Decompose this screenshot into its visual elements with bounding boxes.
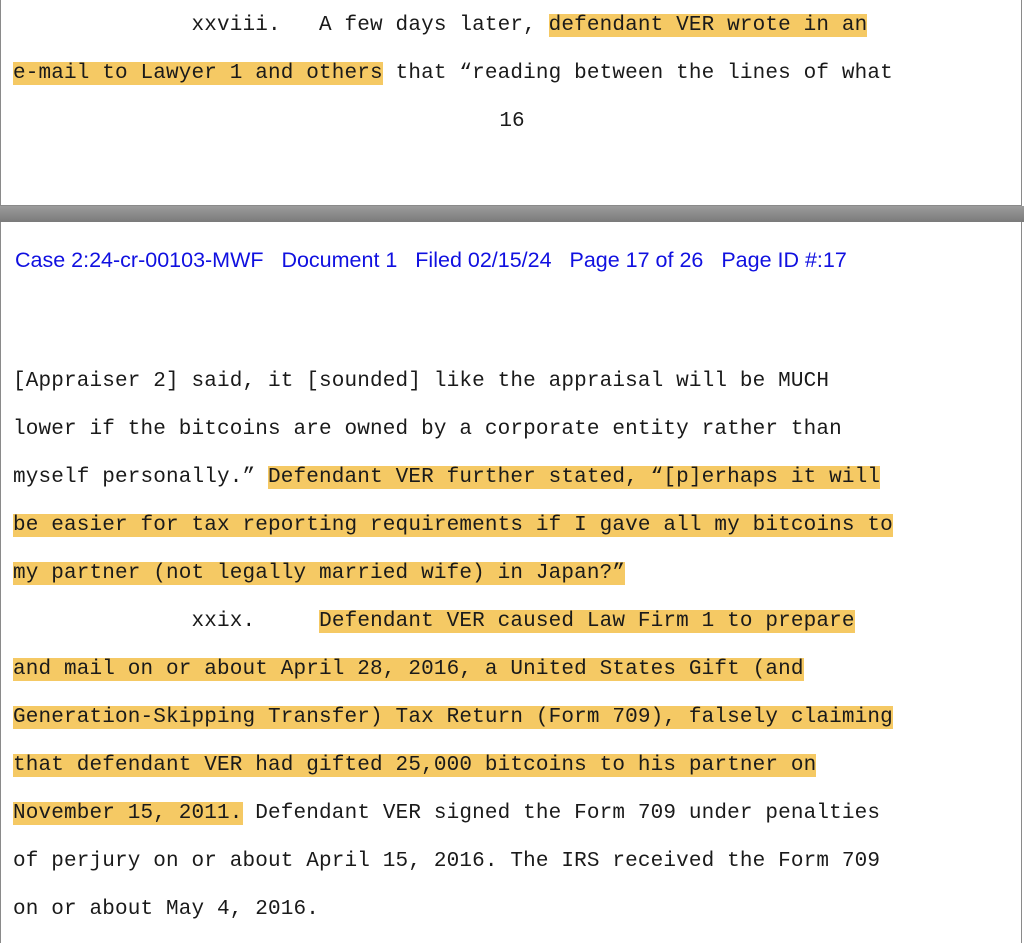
highlighted-text: e-mail to Lawyer 1 and others	[13, 62, 383, 85]
highlighted-text: Generation-Skipping Transfer) Tax Return (Form 709), falsely claiming	[13, 706, 893, 729]
highlighted-text: be easier for tax reporting requirements if I gave all my bitcoins to	[13, 514, 893, 537]
document-number: Document 1	[281, 248, 398, 272]
text-segment: myself personally.”	[13, 466, 269, 489]
text-line	[13, 704, 893, 732]
highlighted-text: defendant VER wrote in an	[548, 14, 868, 37]
text-line	[13, 800, 880, 828]
text-segment: xxix.	[13, 610, 320, 633]
text-segment: that “reading between the lines of what	[382, 62, 893, 85]
document-page-17	[0, 222, 1022, 943]
case-number: Case 2:24-cr-00103-MWF	[15, 248, 264, 272]
text-line	[13, 464, 880, 492]
highlighted-text: November 15, 2011.	[13, 802, 243, 825]
text-line	[13, 608, 855, 636]
filed-date: Filed 02/15/24	[415, 248, 552, 272]
text-line: [Appraiser 2] said, it [sounded] like the appraisal will be MUCH	[13, 370, 830, 393]
page-number: 16	[499, 110, 525, 133]
highlighted-text: Defendant VER further stated, “[p]erhaps it will	[268, 466, 881, 489]
case-header	[15, 248, 847, 273]
text-line	[13, 12, 867, 40]
page-separator	[0, 206, 1024, 222]
text-line	[13, 560, 625, 588]
text-line	[13, 60, 893, 88]
text-line: of perjury on or about April 15, 2016. The IRS received the Form 709	[13, 850, 881, 873]
text-line: lower if the bitcoins are owned by a corporate entity rather than	[13, 418, 842, 441]
text-segment: xxviii. A few days later,	[13, 14, 549, 37]
highlighted-text: and mail on or about April 28, 2016, a United States Gift (and	[13, 658, 804, 681]
text-line	[13, 752, 816, 780]
document-page-16	[0, 0, 1022, 206]
highlighted-text: my partner (not legally married wife) in Japan?”	[13, 562, 626, 585]
text-segment: Defendant VER signed the Form 709 under penalties	[242, 802, 881, 825]
highlighted-text: Defendant VER caused Law Firm 1 to prepare	[319, 610, 855, 633]
page-count: Page 17 of 26	[569, 248, 704, 272]
highlighted-text: that defendant VER had gifted 25,000 bitcoins to his partner on	[13, 754, 817, 777]
text-line: on or about May 4, 2016.	[13, 898, 320, 921]
page-id: Page ID #:17	[721, 248, 847, 272]
text-line	[13, 656, 804, 684]
text-line	[13, 512, 893, 540]
